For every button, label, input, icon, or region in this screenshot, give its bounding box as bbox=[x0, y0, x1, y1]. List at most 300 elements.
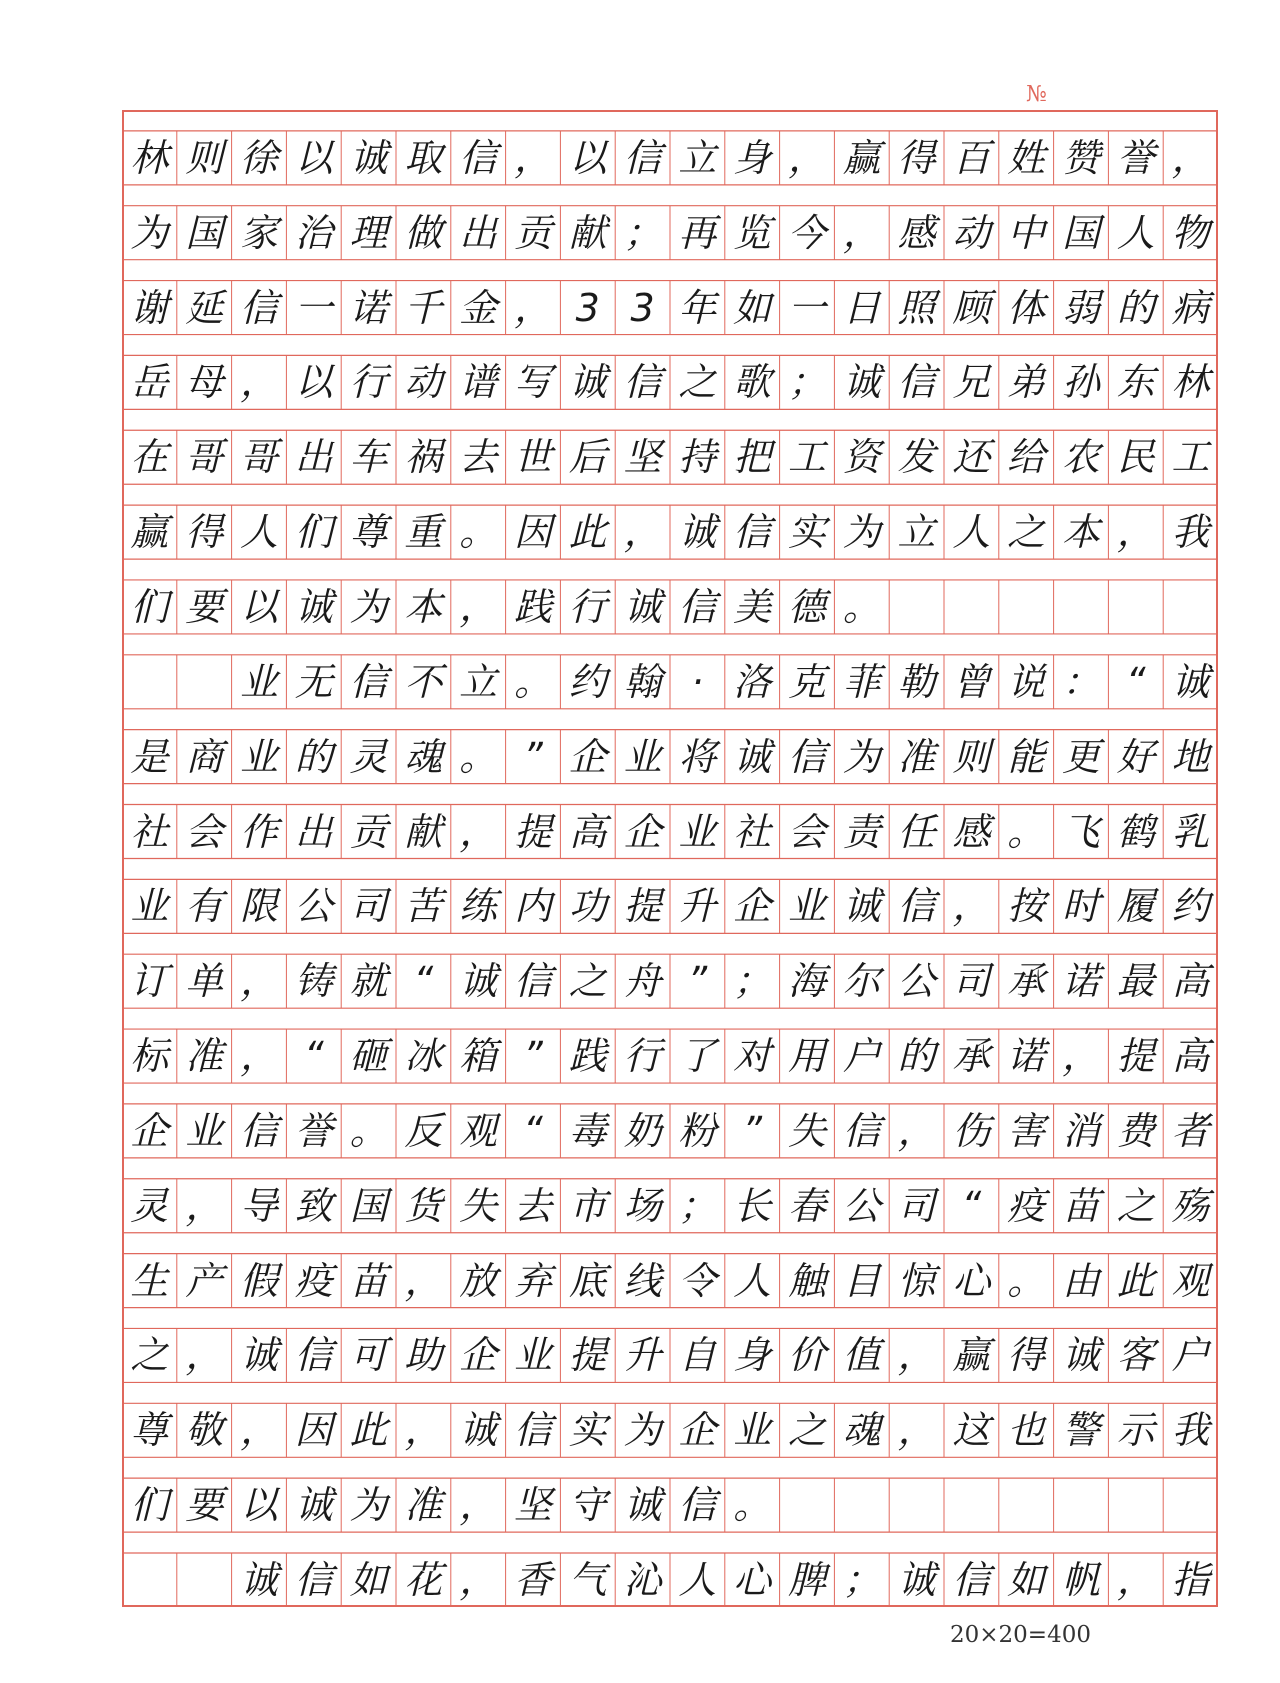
grid-cell: 苦 bbox=[404, 884, 443, 929]
grid-cell: 做 bbox=[404, 210, 443, 255]
grid-cell bbox=[889, 580, 944, 634]
grid-cell: 。 bbox=[1007, 1258, 1046, 1303]
grid-cell: 写 bbox=[513, 360, 552, 405]
grid-cell: 企 bbox=[130, 1108, 169, 1153]
grid-cell: 日 bbox=[842, 285, 881, 330]
grid-cell: 年 bbox=[678, 285, 717, 330]
grid-cell: 得 bbox=[185, 510, 224, 555]
grid-cell: 冰 bbox=[404, 1034, 443, 1079]
grid-cell: 谱 bbox=[459, 360, 498, 405]
grid-cell: ， bbox=[185, 1333, 224, 1378]
grid-cell bbox=[122, 1553, 177, 1607]
grid-cell: 林 bbox=[1171, 360, 1210, 405]
grid-cell: 了 bbox=[678, 1034, 717, 1079]
grid-cell: 长 bbox=[733, 1183, 772, 1228]
grid-cell: 帆 bbox=[1061, 1558, 1100, 1602]
grid-cell: 信 bbox=[294, 1333, 333, 1378]
grid-cell: ， bbox=[842, 210, 881, 255]
grid-cell: 去 bbox=[459, 435, 498, 480]
grid-cell: 献 bbox=[404, 809, 443, 854]
grid-cell: 这 bbox=[952, 1408, 991, 1453]
grid-cell: 3 bbox=[575, 285, 600, 330]
grid-cell: 无 bbox=[294, 659, 333, 704]
grid-cell: 弟 bbox=[1007, 360, 1046, 405]
grid-lines bbox=[122, 110, 1218, 1607]
grid-cell: 为 bbox=[842, 734, 881, 779]
grid-cell: 诚 bbox=[623, 584, 662, 629]
grid-cell: 病 bbox=[1171, 285, 1210, 330]
grid-cell: 承 bbox=[952, 1034, 991, 1079]
grid-cell: ， bbox=[513, 135, 552, 180]
grid-cell: 敬 bbox=[185, 1408, 224, 1453]
grid-cell: ” bbox=[742, 1108, 762, 1153]
grid-cell: 业 bbox=[787, 884, 826, 929]
grid-cell: 得 bbox=[897, 135, 936, 180]
grid-cell: 脾 bbox=[787, 1558, 826, 1602]
grid-cell: 持 bbox=[678, 435, 717, 480]
grid-cell: 的 bbox=[897, 1034, 936, 1079]
grid-cell: 提 bbox=[568, 1333, 607, 1378]
grid-cell: 本 bbox=[1061, 510, 1100, 555]
grid-cell: 令 bbox=[678, 1258, 717, 1303]
grid-cell: 有 bbox=[185, 884, 224, 929]
grid-cell: 飞 bbox=[1061, 809, 1100, 854]
grid-cell: 助 bbox=[404, 1333, 443, 1378]
grid-cell: 生 bbox=[130, 1258, 169, 1303]
grid-cell: 指 bbox=[1171, 1558, 1210, 1602]
grid-cell: 一 bbox=[787, 285, 826, 330]
grid-cell: 履 bbox=[1116, 884, 1155, 929]
text-row bbox=[122, 1403, 1218, 1457]
grid-cell: 出 bbox=[459, 210, 498, 255]
grid-cell bbox=[1163, 580, 1218, 634]
grid-cell: 订 bbox=[130, 959, 169, 1004]
grid-cell: “ bbox=[961, 1183, 982, 1228]
grid-cell bbox=[889, 1478, 944, 1532]
grid-cell: 如 bbox=[1007, 1558, 1046, 1602]
grid-cell: 致 bbox=[294, 1183, 333, 1228]
grid-cell: ， bbox=[1061, 1034, 1100, 1079]
grid-cell: 企 bbox=[623, 809, 662, 854]
grid-cell: 为 bbox=[623, 1408, 662, 1453]
grid-cell: 得 bbox=[1007, 1333, 1046, 1378]
grid-cell: 以 bbox=[294, 360, 333, 405]
grid-cell: 司 bbox=[897, 1183, 936, 1228]
grid-cell: 对 bbox=[733, 1034, 772, 1079]
grid-cell: 按 bbox=[1007, 884, 1046, 929]
grid-cell: 还 bbox=[952, 435, 991, 480]
grid-cell: 不 bbox=[404, 659, 443, 704]
grid-cell: 则 bbox=[952, 734, 991, 779]
grid-cell: 如 bbox=[349, 1558, 388, 1602]
grid-cell: 责 bbox=[842, 809, 881, 854]
grid-cell: 司 bbox=[952, 959, 991, 1004]
grid-cell: 货 bbox=[404, 1183, 443, 1228]
grid-cell: 誉 bbox=[294, 1108, 333, 1153]
grid-cell: 祸 bbox=[404, 435, 443, 480]
grid-cell: 为 bbox=[130, 210, 169, 255]
grid-cell: 尔 bbox=[842, 959, 881, 1004]
grid-cell: 行 bbox=[623, 1034, 662, 1079]
grid-cell: 农 bbox=[1061, 435, 1100, 480]
text-row bbox=[122, 805, 1218, 859]
grid-cell: 疫 bbox=[1007, 1183, 1046, 1228]
grid-cell: 岳 bbox=[130, 360, 169, 405]
grid-cell: 为 bbox=[842, 510, 881, 555]
grid-cell: ， bbox=[897, 1108, 936, 1153]
grid-cell: 洛 bbox=[733, 659, 772, 704]
grid-cell: 鹤 bbox=[1116, 809, 1155, 854]
grid-cell: 公 bbox=[842, 1183, 881, 1228]
grid-cell: 照 bbox=[897, 285, 936, 330]
grid-cell: 诚 bbox=[842, 360, 881, 405]
grid-cell: ， bbox=[952, 884, 991, 929]
text-row bbox=[122, 1254, 1218, 1308]
grid-cell: 能 bbox=[1007, 734, 1046, 779]
grid-cell: “ bbox=[1125, 659, 1146, 704]
grid-cell: 资 bbox=[842, 435, 881, 480]
text-row bbox=[122, 131, 1218, 185]
grid-cell: 诚 bbox=[842, 884, 881, 929]
grid-cell: 千 bbox=[404, 285, 443, 330]
grid-cell: ； bbox=[678, 1183, 717, 1228]
grid-cell: 践 bbox=[513, 584, 552, 629]
grid-cell: 翰 bbox=[623, 659, 662, 704]
grid-cell: 失 bbox=[787, 1108, 826, 1153]
grid-cell: 就 bbox=[349, 959, 388, 1004]
grid-cell: 也 bbox=[1007, 1408, 1046, 1453]
grid-cell: 业 bbox=[513, 1333, 552, 1378]
grid-cell: 提 bbox=[513, 809, 552, 854]
text-row bbox=[122, 1179, 1218, 1233]
grid-cell: 灵 bbox=[130, 1183, 169, 1228]
grid-cell: 值 bbox=[842, 1333, 881, 1378]
grid-cell: 家 bbox=[239, 210, 278, 255]
grid-cell: 国 bbox=[1061, 210, 1100, 255]
text-row bbox=[122, 1478, 1218, 1532]
grid-cell: 自 bbox=[678, 1333, 717, 1378]
grid-cell: 贡 bbox=[349, 809, 388, 854]
grid-cell: 消 bbox=[1061, 1108, 1100, 1153]
grid-cell: 立 bbox=[459, 659, 498, 704]
grid-cell: 诚 bbox=[239, 1333, 278, 1378]
grid-cell bbox=[177, 655, 232, 709]
writing-grid bbox=[122, 110, 1218, 1607]
text-row bbox=[122, 505, 1218, 559]
grid-cell: 信 bbox=[513, 959, 552, 1004]
grid-cell: ， bbox=[459, 809, 498, 854]
grid-cell: 诚 bbox=[733, 734, 772, 779]
grid-cell: 作 bbox=[239, 809, 278, 854]
grid-cell: 殇 bbox=[1171, 1183, 1210, 1228]
grid-cell: 东 bbox=[1116, 360, 1155, 405]
grid-cell: 诚 bbox=[239, 1558, 278, 1602]
grid-cell: “ bbox=[523, 1108, 543, 1153]
grid-cell: 美 bbox=[733, 584, 772, 629]
grid-cell: 此 bbox=[1116, 1258, 1155, 1303]
grid-cell: 工 bbox=[1171, 435, 1210, 480]
text-row bbox=[122, 206, 1218, 260]
grid-cell: 业 bbox=[239, 734, 278, 779]
grid-cell: 升 bbox=[623, 1333, 662, 1378]
grid-cell: 工 bbox=[787, 435, 826, 480]
grid-cell: 德 bbox=[787, 584, 826, 629]
grid-cell: 功 bbox=[568, 884, 607, 929]
grid-cell: 魂 bbox=[404, 734, 443, 779]
grid-cell: 立 bbox=[897, 510, 936, 555]
text-row bbox=[122, 655, 1218, 709]
grid-cell: 由 bbox=[1061, 1258, 1100, 1303]
grid-cell: 本 bbox=[404, 584, 443, 629]
grid-cell: 身 bbox=[733, 135, 772, 180]
grid-cell: 勒 bbox=[897, 659, 936, 704]
grid-cell: 户 bbox=[842, 1034, 881, 1079]
grid-cell: 约 bbox=[568, 659, 607, 704]
grid-cell: 实 bbox=[568, 1408, 607, 1453]
grid-cell: 苗 bbox=[1061, 1183, 1100, 1228]
grid-cell: 苗 bbox=[349, 1258, 388, 1303]
grid-cell: 高 bbox=[568, 809, 607, 854]
grid-cell: 百 bbox=[952, 135, 991, 180]
grid-cell: 贡 bbox=[513, 210, 552, 255]
grid-cell: 限 bbox=[239, 884, 278, 929]
grid-cell: 内 bbox=[513, 884, 552, 929]
grid-cell: ， bbox=[623, 510, 662, 555]
grid-cell: 提 bbox=[623, 884, 662, 929]
grid-cell: ， bbox=[513, 285, 552, 330]
grid-cell: 感 bbox=[897, 210, 936, 255]
grid-cell: 重 bbox=[404, 510, 443, 555]
grid-cell: 信 bbox=[349, 659, 388, 704]
text-row bbox=[122, 730, 1218, 784]
grid-cell: 害 bbox=[1007, 1108, 1046, 1153]
grid-cell: ， bbox=[459, 584, 498, 629]
grid-cell: 要 bbox=[185, 584, 224, 629]
grid-cell: 的 bbox=[294, 734, 333, 779]
grid-cell: 此 bbox=[568, 510, 607, 555]
grid-cell bbox=[999, 580, 1054, 634]
grid-cell: 今 bbox=[787, 210, 826, 255]
grid-cell: 谢 bbox=[130, 285, 169, 330]
grid-cell: 社 bbox=[130, 809, 169, 854]
grid-cell: 失 bbox=[459, 1183, 498, 1228]
text-row bbox=[122, 954, 1218, 1008]
grid-cell: 坚 bbox=[623, 435, 662, 480]
grid-cell: 誉 bbox=[1116, 135, 1155, 180]
grid-cell: 企 bbox=[678, 1408, 717, 1453]
grid-cell: 疫 bbox=[294, 1258, 333, 1303]
grid-cell bbox=[834, 1478, 889, 1532]
grid-cell bbox=[780, 1478, 835, 1532]
grid-cell: 之 bbox=[1007, 510, 1046, 555]
grid-cell: 之 bbox=[678, 360, 717, 405]
grid-cell: 我 bbox=[1171, 1408, 1210, 1453]
grid-cell: 社 bbox=[733, 809, 772, 854]
grid-cell: 尊 bbox=[349, 510, 388, 555]
grid-cell: 反 bbox=[404, 1108, 443, 1153]
grid-cell: 赢 bbox=[842, 135, 881, 180]
grid-cell: ， bbox=[897, 1333, 936, 1378]
grid-cell: 春 bbox=[787, 1183, 826, 1228]
grid-cell: 客 bbox=[1116, 1333, 1155, 1378]
grid-cell: 者 bbox=[1171, 1108, 1210, 1153]
grid-cell: 人 bbox=[678, 1558, 717, 1602]
grid-cell: 沁 bbox=[623, 1558, 662, 1602]
grid-cell: 为 bbox=[349, 584, 388, 629]
grid-cell: 人 bbox=[239, 510, 278, 555]
grid-cell: 治 bbox=[294, 210, 333, 255]
grid-cell: 粉 bbox=[678, 1108, 717, 1153]
grid-cell: ， bbox=[787, 135, 826, 180]
grid-size-note: 20×20=400 bbox=[950, 1622, 1091, 1648]
grid-cell: 赢 bbox=[952, 1333, 991, 1378]
grid-cell: 克 bbox=[787, 659, 826, 704]
grid-cell: 业 bbox=[678, 809, 717, 854]
grid-cell: 市 bbox=[568, 1183, 607, 1228]
grid-cell: 高 bbox=[1171, 1034, 1210, 1079]
grid-cell: ” bbox=[523, 1034, 543, 1079]
grid-cell: 曾 bbox=[952, 659, 991, 704]
grid-cell: 诚 bbox=[294, 1483, 333, 1528]
grid-cell: 们 bbox=[294, 510, 333, 555]
grid-cell: 把 bbox=[733, 435, 772, 480]
grid-cell: 商 bbox=[185, 734, 224, 779]
grid-cell: ” bbox=[523, 734, 543, 779]
grid-cell: 诺 bbox=[1007, 1034, 1046, 1079]
grid-cell: 。 bbox=[842, 584, 881, 629]
grid-cell: 后 bbox=[568, 435, 607, 480]
grid-cell: 观 bbox=[1171, 1258, 1210, 1303]
grid-cell: 动 bbox=[404, 360, 443, 405]
grid-cell: 触 bbox=[787, 1258, 826, 1303]
grid-cell: 们 bbox=[130, 1483, 169, 1528]
grid-cell: ， bbox=[459, 1558, 498, 1602]
grid-cell: 献 bbox=[568, 210, 607, 255]
grid-cell: 国 bbox=[349, 1183, 388, 1228]
grid-cell: 身 bbox=[733, 1333, 772, 1378]
text-row bbox=[122, 355, 1218, 409]
grid-cell: 户 bbox=[1171, 1333, 1210, 1378]
grid-cell: “ bbox=[413, 959, 434, 1004]
grid-cell: 示 bbox=[1116, 1408, 1155, 1453]
grid-cell: 最 bbox=[1116, 959, 1155, 1004]
grid-cell: 假 bbox=[239, 1258, 278, 1303]
grid-cell: 升 bbox=[678, 884, 717, 929]
grid-cell: 用 bbox=[787, 1034, 826, 1079]
grid-cell: 出 bbox=[294, 809, 333, 854]
grid-cell: 诚 bbox=[1061, 1333, 1100, 1378]
grid-cell: 徐 bbox=[239, 135, 278, 180]
grid-cell: 费 bbox=[1116, 1108, 1155, 1153]
grid-cell: 行 bbox=[349, 360, 388, 405]
grid-cell: ， bbox=[1116, 510, 1155, 555]
grid-cell: 更 bbox=[1061, 734, 1100, 779]
grid-cell: 以 bbox=[239, 1483, 278, 1528]
grid-cell: 赢 bbox=[130, 510, 169, 555]
grid-cell: ； bbox=[787, 360, 826, 405]
grid-cell: 菲 bbox=[842, 659, 881, 704]
grid-cell: 标 bbox=[130, 1034, 169, 1079]
grid-cell bbox=[944, 580, 999, 634]
grid-cell: 给 bbox=[1007, 435, 1046, 480]
grid-cell: 的 bbox=[1116, 285, 1155, 330]
grid-cell: 体 bbox=[1007, 285, 1046, 330]
grid-cell: 诚 bbox=[1171, 659, 1210, 704]
grid-cell: 动 bbox=[952, 210, 991, 255]
grid-cell bbox=[177, 1553, 232, 1607]
grid-cell: 时 bbox=[1061, 884, 1100, 929]
grid-cell: 练 bbox=[459, 884, 498, 929]
grid-cell: 因 bbox=[513, 510, 552, 555]
grid-cell: 赞 bbox=[1061, 135, 1100, 180]
grid-cell: 地 bbox=[1171, 734, 1210, 779]
text-row bbox=[122, 281, 1218, 335]
grid-cell: 诺 bbox=[1061, 959, 1100, 1004]
grid-cell: 览 bbox=[733, 210, 772, 255]
grid-cell: 以 bbox=[239, 584, 278, 629]
text-row bbox=[122, 1029, 1218, 1083]
grid-cell: 底 bbox=[568, 1258, 607, 1303]
grid-cell: 伤 bbox=[952, 1108, 991, 1153]
grid-cell: 奶 bbox=[623, 1108, 662, 1153]
grid-cell bbox=[1163, 1478, 1218, 1532]
grid-cell: 业 bbox=[623, 734, 662, 779]
grid-cell: 我 bbox=[1171, 510, 1210, 555]
grid-cell: 业 bbox=[130, 884, 169, 929]
grid-cell: 将 bbox=[678, 734, 717, 779]
grid-cell bbox=[1054, 580, 1109, 634]
grid-cell: 以 bbox=[568, 135, 607, 180]
grid-cell: ， bbox=[185, 1183, 224, 1228]
grid-cell: 业 bbox=[185, 1108, 224, 1153]
grid-cell: 信 bbox=[733, 510, 772, 555]
grid-cell: 车 bbox=[349, 435, 388, 480]
grid-cell: 诺 bbox=[349, 285, 388, 330]
grid-cell: · bbox=[691, 659, 704, 704]
grid-cell: 诚 bbox=[459, 1408, 498, 1453]
grid-cell: 毒 bbox=[568, 1108, 607, 1153]
grid-cell bbox=[122, 655, 177, 709]
grid-cell: 诚 bbox=[459, 959, 498, 1004]
grid-cell: 信 bbox=[678, 1483, 717, 1528]
grid-cell: 行 bbox=[568, 584, 607, 629]
grid-cell: 。 bbox=[349, 1108, 388, 1153]
text-row bbox=[122, 879, 1218, 933]
text-row bbox=[122, 1328, 1218, 1382]
grid-cell: 诚 bbox=[623, 1483, 662, 1528]
grid-cell: 金 bbox=[459, 285, 498, 330]
grid-cell: 单 bbox=[185, 959, 224, 1004]
grid-cell: 3 bbox=[630, 285, 655, 330]
grid-cell: 舟 bbox=[623, 959, 662, 1004]
text-row bbox=[122, 1104, 1218, 1158]
grid-cell bbox=[1054, 1478, 1109, 1532]
grid-cell: 提 bbox=[1116, 1034, 1155, 1079]
grid-cell bbox=[1108, 1478, 1163, 1532]
grid-cell: 尊 bbox=[130, 1408, 169, 1453]
grid-cell: 延 bbox=[185, 285, 224, 330]
grid-cell: 人 bbox=[1116, 210, 1155, 255]
grid-cell bbox=[999, 1478, 1054, 1532]
grid-cell: 则 bbox=[185, 135, 224, 180]
grid-cell: 此 bbox=[349, 1408, 388, 1453]
grid-cell: 企 bbox=[733, 884, 772, 929]
grid-cell: 乳 bbox=[1171, 809, 1210, 854]
grid-cell: ， bbox=[897, 1408, 936, 1453]
grid-cell: 信 bbox=[842, 1108, 881, 1153]
grid-cell: 在 bbox=[130, 435, 169, 480]
grid-cell: 海 bbox=[787, 959, 826, 1004]
